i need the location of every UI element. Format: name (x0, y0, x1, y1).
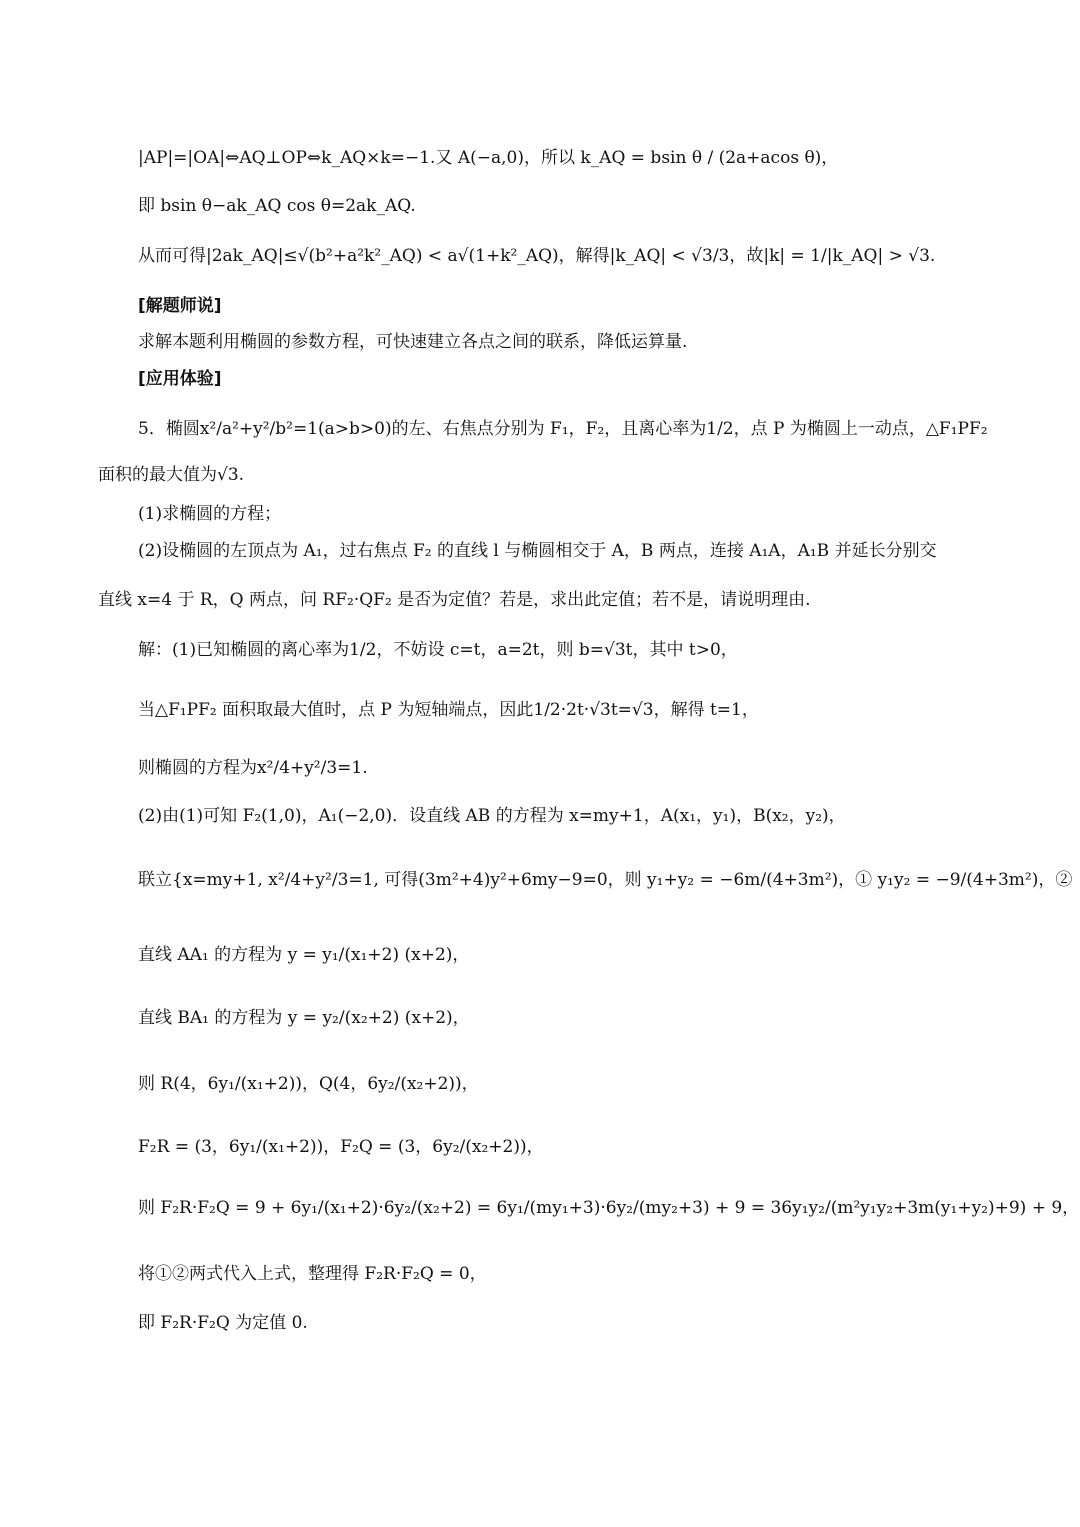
section-heading-application: [应用体验] (138, 369, 222, 389)
solution-line-5: 联立{x=my+1, x²/4+y²/3=1, 可得(3m²+4)y²+6my−9=0，则 y₁+y₂ = −6m/(4+3m²)，① y₁y₂ = −9/(4+3m²)，② (138, 870, 1073, 890)
section-heading-explanation: [解题师说] (138, 296, 222, 316)
solution-line-2: 当△F₁PF₂ 面积取最大值时，点 P 为短轴端点，因此1/2·2t·√3t=√3，解得 t=1， (138, 700, 759, 720)
text-line-2: 即 bsin θ−ak_AQ cos θ=2ak_AQ. (138, 196, 416, 216)
solution-line-9: F₂R = (3，6y₁/(x₁+2))，F₂Q = (3，6y₂/(x₂+2))， (138, 1137, 544, 1157)
text-line-3: 从而可得|2ak_AQ|≤√(b²+a²k²_AQ) < a√(1+k²_AQ)，解得|k_AQ| < √3/3，故|k| = 1/|k_AQ| > √3. (138, 246, 936, 266)
text-line-1: |AP|=|OA|⇔AQ⊥OP⇔k_AQ×k=−1.又 A(−a,0)，所以 k_AQ = bsin θ / (2a+acos θ)， (138, 148, 839, 168)
solution-line-8: 则 R(4，6y₁/(x₁+2))，Q(4，6y₂/(x₂+2))， (138, 1074, 479, 1094)
solution-line-7: 直线 BA₁ 的方程为 y = y₂/(x₂+2) (x+2)， (138, 1008, 470, 1028)
problem-line-1: 5．椭圆x²/a²+y²/b²=1(a>b>0)的左、右焦点分别为 F₁，F₂，且离心率为1/2，点 P 为椭圆上一动点，△F₁PF₂ (138, 419, 988, 439)
question-2-line-2: 直线 x=4 于 R，Q 两点，问 RF₂·QF₂ 是否为定值？若是，求出此定值；若不是，请说明理由. (98, 590, 811, 610)
solution-line-6: 直线 AA₁ 的方程为 y = y₁/(x₁+2) (x+2)， (138, 945, 470, 965)
question-1: (1)求椭圆的方程； (138, 504, 282, 524)
question-2-line-1: (2)设椭圆的左顶点为 A₁，过右焦点 F₂ 的直线 l 与椭圆相交于 A，B 两点，连接 A₁A，A₁B 并延长分别交 (138, 541, 937, 561)
solution-line-11: 将①②两式代入上式，整理得 F₂R·F₂Q = 0， (138, 1264, 487, 1284)
solution-line-1: 解：(1)已知椭圆的离心率为1/2，不妨设 c=t，a=2t，则 b=√3t，其中 t>0， (138, 640, 738, 660)
solution-line-12: 即 F₂R·F₂Q 为定值 0. (138, 1313, 308, 1333)
solution-line-3: 则椭圆的方程为x²/4+y²/3=1. (138, 758, 368, 778)
problem-line-2: 面积的最大值为√3. (98, 465, 245, 485)
solution-line-10: 则 F₂R·F₂Q = 9 + 6y₁/(x₁+2)·6y₂/(x₂+2) = 6y₁/(my₁+3)·6y₂/(my₂+3) + 9 = 36y₁y₂/(m²y₁y₂+3m(y₁+y₂)+9) + 9， (138, 1198, 1080, 1218)
solution-line-4: (2)由(1)可知 F₂(1,0)，A₁(−2,0)．设直线 AB 的方程为 x=my+1，A(x₁，y₁)，B(x₂，y₂)， (138, 806, 846, 826)
text-line-5: 求解本题利用椭圆的参数方程，可快速建立各点之间的联系，降低运算量. (138, 332, 688, 352)
